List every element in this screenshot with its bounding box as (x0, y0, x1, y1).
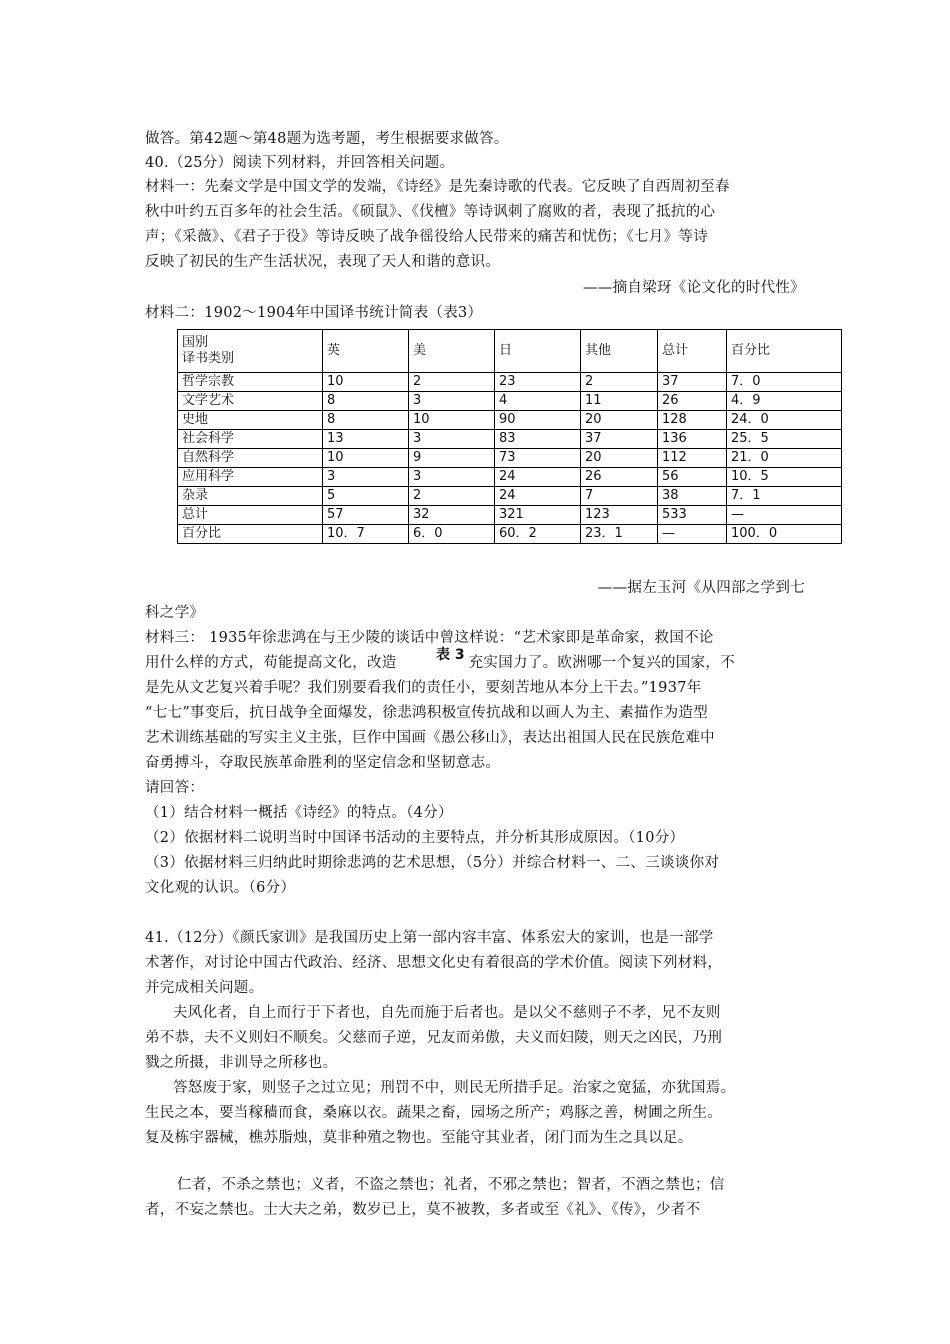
table-cell: 25．5 (727, 430, 842, 449)
table-cell: 83 (495, 430, 581, 449)
table-cell: 57 (323, 506, 409, 525)
table-header-cell: 英 (323, 330, 409, 373)
table-cell: 4．9 (727, 392, 842, 411)
table-cell: 20 (581, 449, 658, 468)
sub-question: （1）结合材料一概括《诗经》的特点。（4分） (145, 805, 453, 821)
text-line: 材料三： 1935年徐悲鸿在与王少陵的谈话中曾这样说：“艺术家即是革命家，救国不论 (145, 630, 714, 646)
table-cell: 自然科学 (178, 449, 323, 468)
table-cell: 文学艺术 (178, 392, 323, 411)
text-line: 者，不妄之禁也。士大夫之弟，数岁已上，莫不被教，多者或至《礼》、《传》，少者不 (145, 1202, 701, 1218)
table-cell: 60．2 (495, 525, 581, 544)
text-line: 材料一：先秦文学是中国文学的发端，《诗经》是先秦诗歌的代表。它反映了自西周初至春 (145, 179, 730, 195)
table-cell: 73 (495, 449, 581, 468)
table-cell: 26 (658, 392, 727, 411)
table-row (178, 468, 842, 487)
table-cell: 11 (581, 392, 658, 411)
text-line: 文化观的认识。（6分） (145, 880, 296, 896)
table-cell: 13 (323, 430, 409, 449)
text-line: 夫风化者，自上而行于下者也，自先而施于后者也。是以父不慈则子不孝，兄不友则 (173, 1005, 721, 1021)
table-cell: 8 (323, 392, 409, 411)
text-line: 秋中叶约五百多年的社会生活。《硕鼠》、《伐檀》等诗讽刺了腐败的者，表现了抵抗的心 (145, 204, 716, 220)
text-line: 反映了初民的生产生活状况，表现了天人和谐的意识。 (145, 254, 501, 270)
text-line: 并完成相关问题。 (145, 980, 264, 996)
table-cell: 136 (658, 430, 727, 449)
table-cell: 10．5 (727, 468, 842, 487)
text-line: 艺术训练基础的写实主义主张，巨作中国画《愚公移山》，表达出祖国人民在民族危难中 (145, 730, 715, 746)
table-cell: 21．0 (727, 449, 842, 468)
text-line (145, 651, 805, 675)
text-line: 弟不恭，夫不义则妇不顺矣。父慈而子逆，兄友而弟傲，夫义而妇陵，则天之凶民，乃刑 (145, 1030, 723, 1046)
table-row (178, 392, 842, 411)
table-cell: 社会科学 (178, 430, 323, 449)
table-row (178, 449, 842, 468)
translation-stats-table (177, 329, 842, 544)
source-citation: ——摘自梁玡《论文化的时代性》 (583, 280, 805, 296)
table-cell: 应用科学 (178, 468, 323, 487)
text-line: 声；《采薇》、《君子于役》等诗反映了战争徭役给人民带来的痛苦和忧伤；《七月》等诗 (145, 229, 708, 245)
table-cell: 7．0 (727, 373, 842, 392)
table-cell: 24．0 (727, 411, 842, 430)
sub-question: （2）依据材料二说明当时中国译书活动的主要特点，并分析其形成原因。（10分） (145, 830, 685, 846)
header-country: 国别 (182, 335, 209, 350)
table-cell: 7．1 (727, 487, 842, 506)
text-segment: 充实国力了。欧洲哪一个复兴的国家，不 (468, 655, 736, 671)
text-line: “七七”事变后，抗日战争全面爆发，徐悲鸿积极宣传抗战和以画人为主、素描作为造型 (145, 705, 709, 721)
table-cell: 56 (658, 468, 727, 487)
table-row (178, 525, 842, 544)
text-line: 戮之所摄，非训导之所移也。 (145, 1055, 338, 1071)
table-cell: 2 (409, 487, 495, 506)
table-cell: 26 (581, 468, 658, 487)
table-header-row (178, 330, 842, 373)
table-cell: 7 (581, 487, 658, 506)
table-row (178, 506, 842, 525)
table-cell: 23．1 (581, 525, 658, 544)
table-header-cell: 其他 (581, 330, 658, 373)
question-40-heading: 40.（25分）阅读下列材料，并回答相关问题。 (145, 155, 455, 171)
table-cell: 百分比 (178, 525, 323, 544)
table-cell: 90 (495, 411, 581, 430)
text-line: 科之学》 (145, 605, 205, 621)
text-line: 奋勇搏斗，夺取民族革命胜利的坚定信念和坚韧意志。 (145, 755, 501, 771)
table-cell: 9 (409, 449, 495, 468)
table-cell: — (658, 525, 727, 544)
table-cell: 112 (658, 449, 727, 468)
text-line: 生民之本，要当稼穑而食，桑麻以衣。蔬果之畜，园场之所产；鸡豚之善，树圃之所生。 (145, 1105, 723, 1121)
table-cell: 3 (409, 468, 495, 487)
table-cell: 20 (581, 411, 658, 430)
table-cell: 3 (323, 468, 409, 487)
table-header-cell: 美 (409, 330, 495, 373)
table-cell: 24 (495, 468, 581, 487)
table-row (178, 373, 842, 392)
text-line: 仁者，不杀之禁也；义者，不盗之禁也；礼者，不邪之禁也；智者，不酒之禁也；信 (177, 1177, 725, 1193)
text-line: 答怒废于家，则竖子之过立见；刑罚不中，则民无所措手足。治家之宽猛，亦犹国焉。 (173, 1080, 736, 1096)
table-cell: 3 (409, 430, 495, 449)
table-cell: 杂录 (178, 487, 323, 506)
table-intro: 材料二：1902～1904年中国译书统计简表（表3） (145, 305, 483, 321)
header-category: 译书类别 (182, 351, 235, 366)
text-line: 请回答： (145, 780, 205, 796)
table-cell: 6．0 (409, 525, 495, 544)
sub-question: （3）依据材料三归纳此时期徐悲鸿的艺术思想，（5分）并综合材料一、二、三谈谈你对 (145, 855, 720, 871)
table-row (178, 487, 842, 506)
table-cell: 321 (495, 506, 581, 525)
table-cell: 24 (495, 487, 581, 506)
table-cell: 123 (581, 506, 658, 525)
table-cell: 37 (658, 373, 727, 392)
text-line: 术著作，对讨论中国古代政治、经济、思想文化史有着很高的学术价值。阅读下列材料， (145, 955, 723, 971)
table-cell: 10 (409, 411, 495, 430)
table-cell: 哲学宗教 (178, 373, 323, 392)
question-41-heading: 41.（12分）《颜氏家训》是我国历史上第一部内容丰富、体系宏大的家训，也是一部学 (145, 930, 714, 946)
table-cell: 32 (409, 506, 495, 525)
table-cell: 总计 (178, 506, 323, 525)
table-row (178, 430, 842, 449)
table-cell: 128 (658, 411, 727, 430)
table-cell: 2 (581, 373, 658, 392)
text-segment: 用什么样的方式，苟能提高文化，改造 (145, 655, 397, 671)
table-cell: 8 (323, 411, 409, 430)
source-citation: ——据左玉河《从四部之学到七 (597, 580, 805, 596)
table-cell: 10 (323, 449, 409, 468)
table-cell: 100．0 (727, 525, 842, 544)
table-cell: 5 (323, 487, 409, 506)
text-line: 是先从文艺复兴着手呢？我们别要看我们的责任小，要刻苦地从本分上干去。”1937年 (145, 680, 702, 696)
table-cell: 10．7 (323, 525, 409, 544)
table-header-corner (178, 330, 323, 373)
table-cell: 23 (495, 373, 581, 392)
text-line: 复及栋宇器械，樵苏脂烛，莫非种殖之物也。至能守其业者，闭门而为生之具以足。 (145, 1130, 693, 1146)
table-cell: 3 (409, 392, 495, 411)
text-line: 做答。第42题～第48题为选考题，考生根据要求做答。 (145, 131, 509, 147)
table-cell: — (727, 506, 842, 525)
table-cell: 史地 (178, 411, 323, 430)
table-cell: 10 (323, 373, 409, 392)
table-cell: 2 (409, 373, 495, 392)
table-header-cell: 日 (495, 330, 581, 373)
table-header-cell: 百分比 (727, 330, 842, 373)
table-row (178, 411, 842, 430)
table-cell: 4 (495, 392, 581, 411)
table-cell: 533 (658, 506, 727, 525)
table-cell: 38 (658, 487, 727, 506)
table-cell: 37 (581, 430, 658, 449)
table-caption: 表 3 (432, 646, 469, 664)
table-header-cell: 总计 (658, 330, 727, 373)
